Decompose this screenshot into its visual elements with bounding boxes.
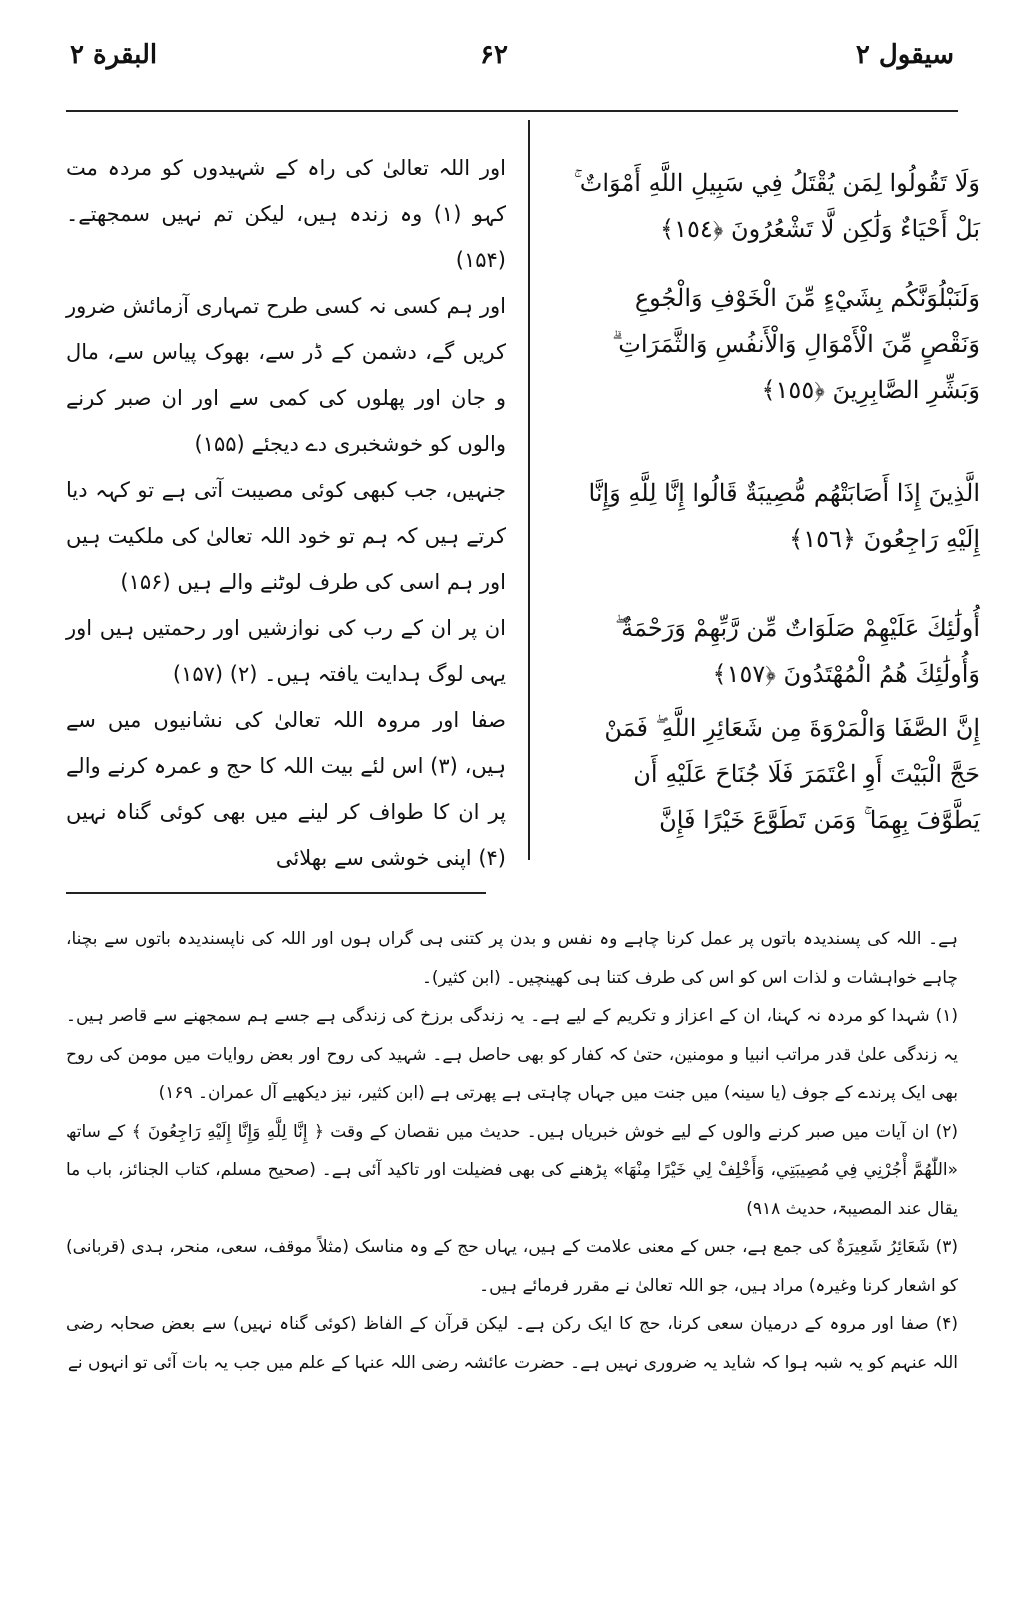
translation-158: صفا اور مروہ اللہ تعالیٰ کی نشانیوں میں سے ہیں، (۳) اس لئے بیت اللہ کا حج و عمرہ کرنے والے پر ان کا طواف کر لینے میں بھی کوئی گناہ نہیں (۴) اپنی خوشی سے بھلائی	[66, 708, 507, 870]
translation-157: ان پر ان کے رب کی نوازشیں اور رحمتیں ہیں اور یہی لوگ ہدایت یافتہ ہیں۔ (۲) (۱۵۷)	[66, 616, 506, 686]
translation-155: اور ہم کسی نہ کسی طرح تمہاری آزمائش ضرور کریں گے، دشمن کے ڈر سے، بھوک پیاس سے، مال و جان اور پھلوں کی کمی سے اور ان صبر کرنے والوں کو خوشخبری دے دیجئے (۱۵۵)	[66, 294, 506, 456]
translation-154: اور اللہ تعالیٰ کی راہ کے شہیدوں کو مردہ مت کہو (۱) وہ زندہ ہیں، لیکن تم نہیں سمجھتے۔ (۱۵۴)	[66, 156, 506, 272]
arabic-verse-158: إِنَّ الصَّفَا وَالْمَرْوَةَ مِن شَعَائِرِ اللَّهِ ۖ فَمَنْ حَجَّ الْبَيْتَ أَوِ اعْتَمَرَ فَلَا جُنَاحَ عَلَيْهِ أَن يَطَّوَّفَ بِهِمَا ۚ وَمَن تَطَوَّعَ خَيْرًا فَإِنَّ	[604, 714, 980, 834]
arabic-verse-155: وَلَنَبْلُوَنَّكُم بِشَيْءٍ مِّنَ الْخَوْفِ وَالْجُوعِ وَنَقْصٍ مِّنَ الْأَمْوَالِ وَالْأَنفُسِ وَالثَّمَرَاتِ ۗ وَبَشِّرِ الصَّابِرِينَ ﴿١٥٥﴾	[612, 284, 980, 404]
footnote-1: (۱) شہدا کو مردہ نہ کہنا، ان کے اعزاز و تکریم کے لیے ہے۔ یہ زندگی برزخ کی زندگی ہے جسے ہم سمجھنے سے قاصر ہیں۔ یہ زندگی علیٰ قدر مراتب انبیا و مومنین، حتیٰ کہ کفار کو بھی حاصل ہے۔ شہید کی روح اور بعض روایات میں مومن کی روح بھی ایک پرندے کے جوف (یا سینہ) میں جنت میں جہاں چاہتی ہے پھرتی ہے (ابن کثیر، نیز دیکھیے آل عمران۔ ۱۶۹)	[66, 1006, 958, 1103]
footnote-divider	[66, 892, 486, 894]
footnotes-section	[66, 920, 958, 1382]
footnote-3: (۳) شَعَائِرُ شَعِيرَةٌ کی جمع ہے، جس کے معنی علامت کے ہیں، یہاں حج کے وہ مناسک (مثلاً موقف، سعی، منحر، ہدی (قربانی) کو اشعار کرنا وغیرہ) مراد ہیں، جو اللہ تعالیٰ نے مقرر فرمائے ہیں۔	[66, 1237, 958, 1296]
column-divider	[528, 120, 530, 860]
footnote-4: (۴) صفا اور مروہ کے درمیان سعی کرنا، حج کا ایک رکن ہے۔ لیکن قرآن کے الفاظ (کوئی گناہ نہیں) سے بعض صحابہ رضی اللہ عنہم کو یہ شبہ ہوا کہ شاید یہ ضروری نہیں ہے۔ حضرت عائشہ رضی اللہ عنہا کے علم میں جب یہ بات آئی تو انہوں نے	[66, 1314, 958, 1373]
page-number: ۶۲	[480, 40, 508, 70]
translation-156: جنہیں، جب کبھی کوئی مصیبت آتی ہے تو کہہ دیا کرتے ہیں کہ ہم تو خود اللہ تعالیٰ کی ملکیت ہیں اور ہم اسی کی طرف لوٹنے والے ہیں (۱۵۶)	[66, 478, 506, 594]
urdu-translation-column	[66, 145, 506, 881]
arabic-verse-157: أُولَٰئِكَ عَلَيْهِمْ صَلَوَاتٌ مِّن رَّبِّهِمْ وَرَحْمَةٌ ۖ وَأُولَٰئِكَ هُمُ الْمُهْتَدُونَ ﴿١٥٧﴾	[615, 614, 980, 688]
footnote-2: (۲) ان آیات میں صبر کرنے والوں کے لیے خوش خبریاں ہیں۔ حدیث میں نقصان کے وقت ﴿ إِنَّا لِلَّهِ وَإِنَّا إِلَيْهِ رَاجِعُونَ ﴾ کے ساتھ «اللّٰهُمَّ أْجُرْنِي فِي مُصِيبَتِي، وَأَخْلِفْ لِي خَيْرًا مِنْهَا» پڑھنے کی بھی فضیلت اور تاکید آئی ہے۔ (صحیح مسلم، کتاب الجنائز، باب ما یقال عند المصیبۃ، حدیث ۹۱۸)	[66, 1121, 958, 1219]
footnote-continuation: ہے۔ اللہ کی پسندیدہ باتوں پر عمل کرنا چاہے وہ نفس و بدن پر کتنی ہی گراں ہوں اور اللہ کی ناپسندیدہ باتوں سے بچنا، چاہے خواہشات و لذات اس کو اس کی طرف کتنا ہی کھینچیں۔ (ابن کثیر)۔	[66, 929, 958, 988]
para-name: سیقول ۲	[855, 40, 954, 70]
surah-name: البقرة ۲	[70, 40, 158, 70]
arabic-verse-156: الَّذِينَ إِذَا أَصَابَتْهُم مُّصِيبَةٌ قَالُوا إِنَّا لِلَّهِ وَإِنَّا إِلَيْهِ رَاجِعُونَ ﴿١٥٦﴾	[588, 479, 980, 553]
header-divider	[66, 110, 958, 112]
arabic-verse-154: وَلَا تَقُولُوا لِمَن يُقْتَلُ فِي سَبِيلِ اللَّهِ أَمْوَاتٌ ۚ بَلْ أَحْيَاءٌ وَلَٰكِن لَّا تَشْعُرُونَ ﴿١٥٤﴾	[573, 169, 980, 243]
